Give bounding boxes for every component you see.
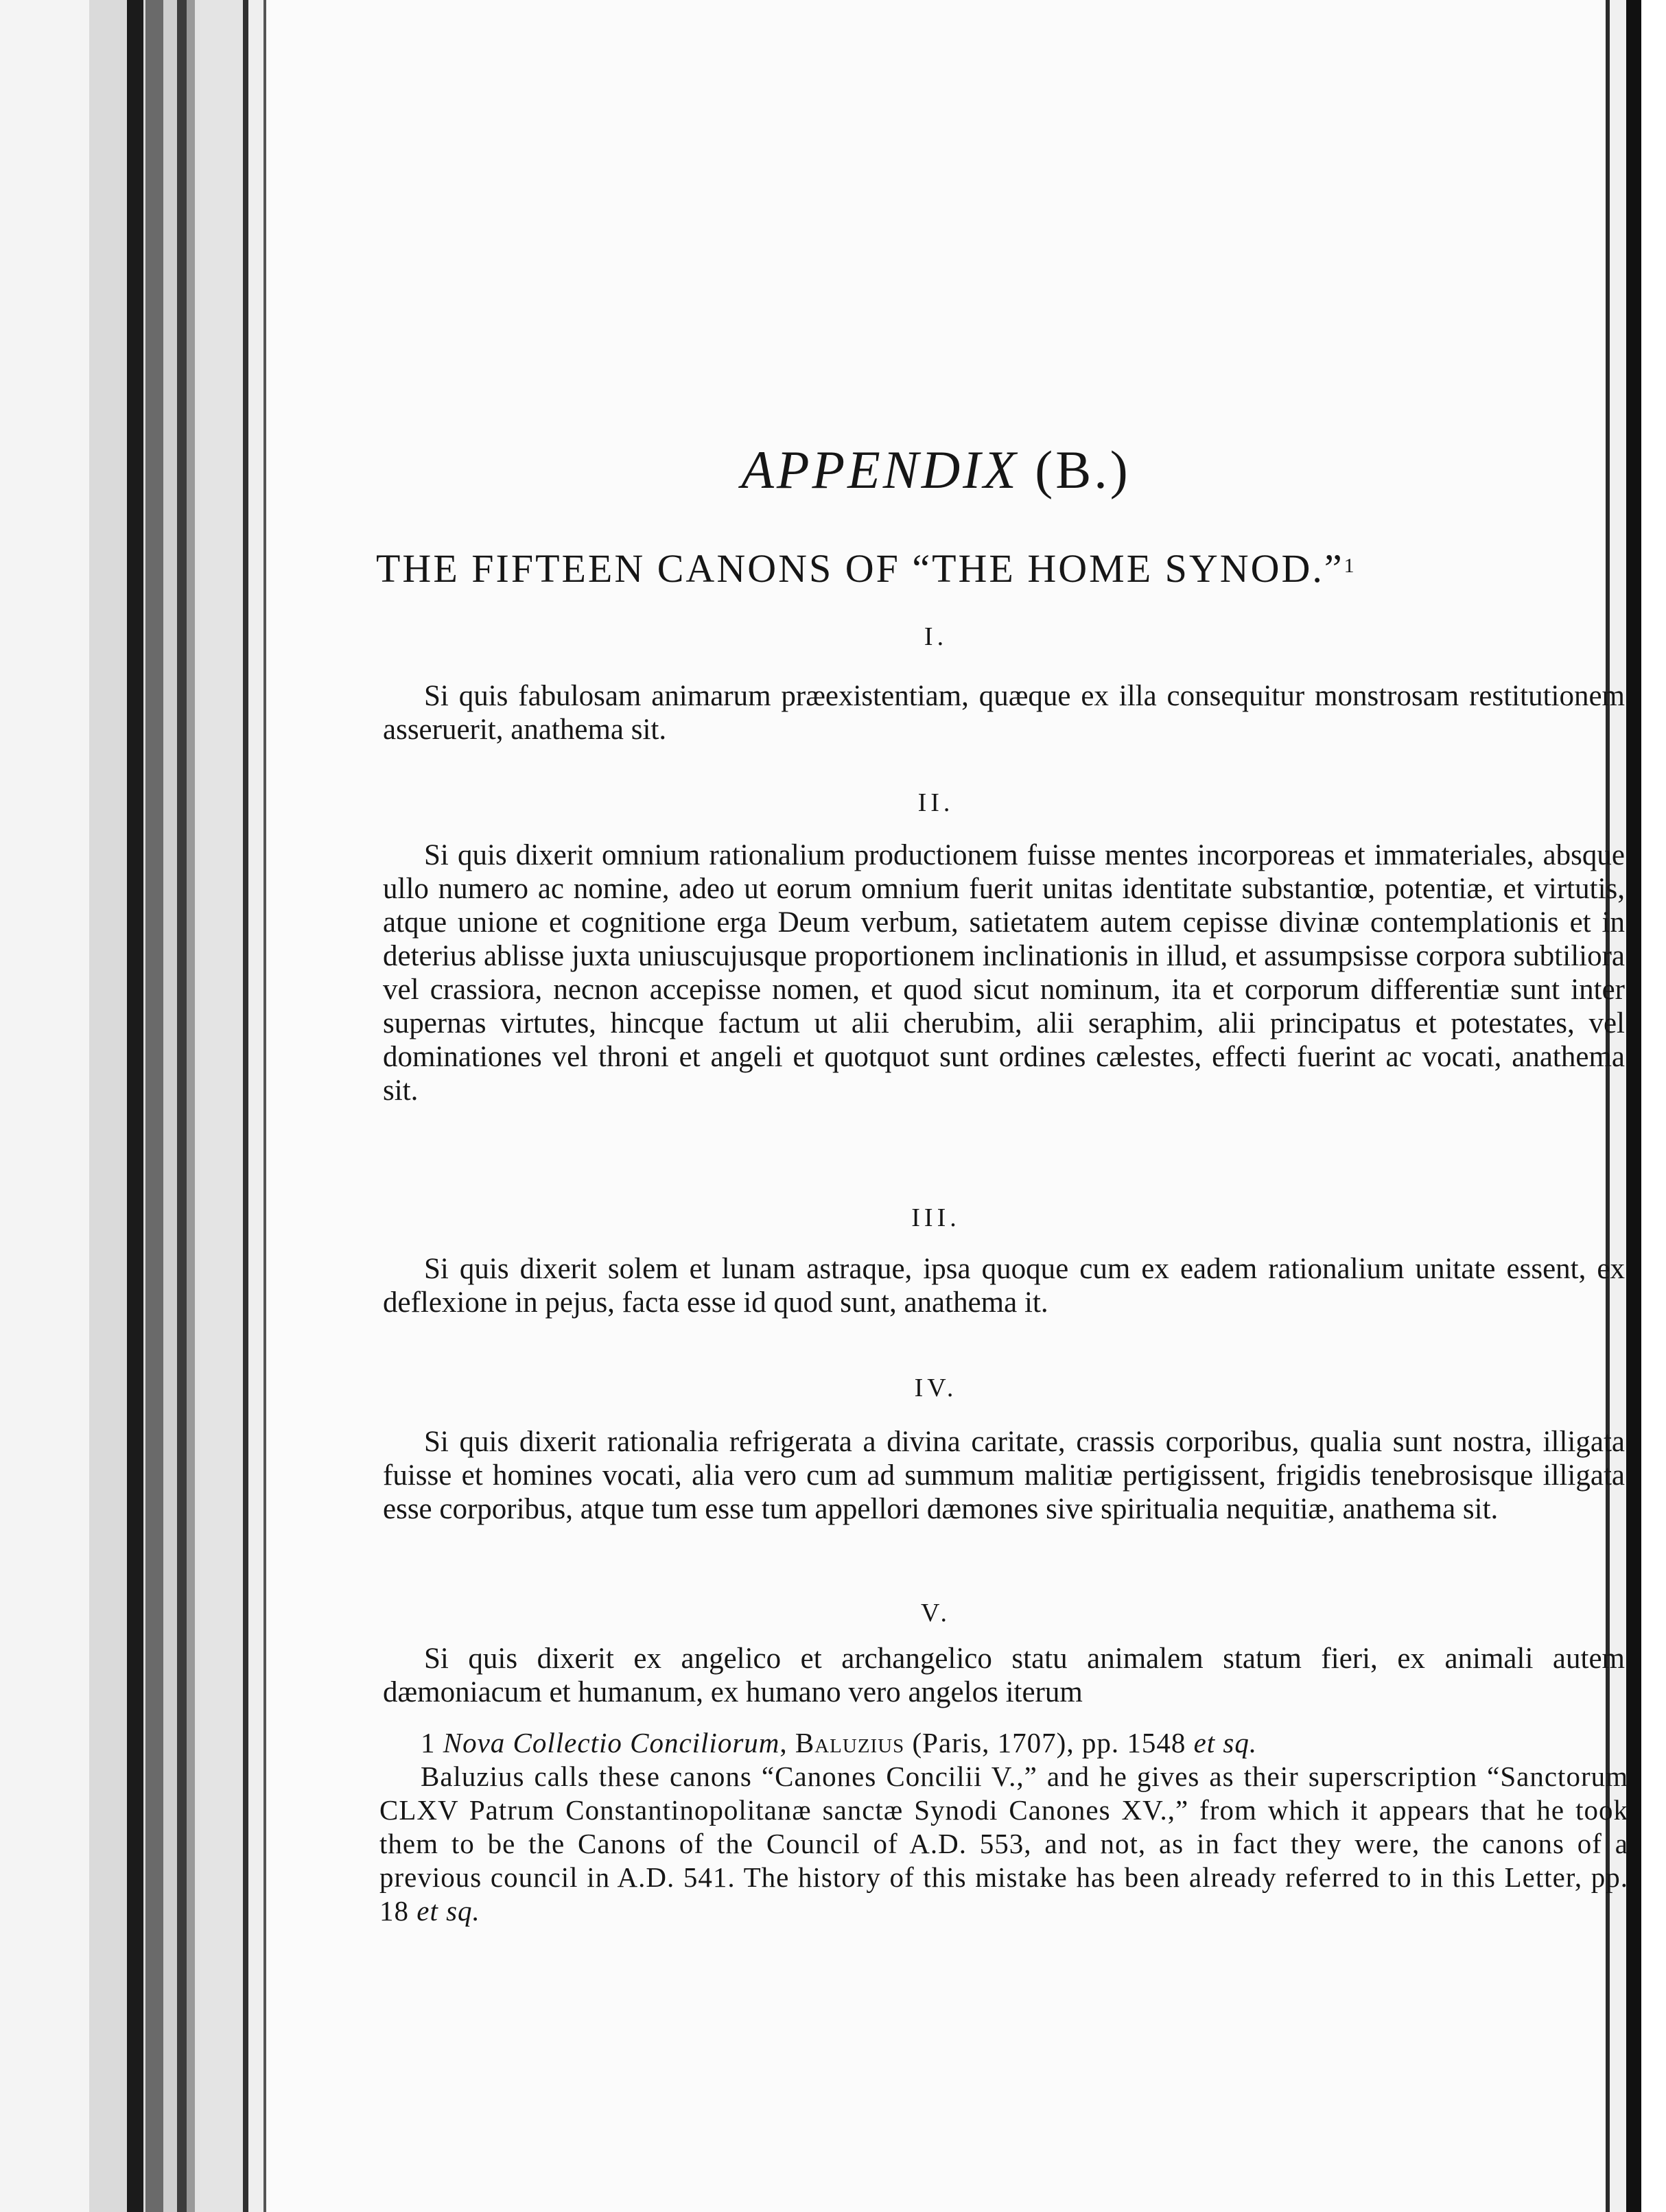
page-edge: [195, 0, 243, 2212]
page-edge: [0, 0, 89, 2212]
page-edge: [248, 0, 263, 2212]
footnote-note-text: Baluzius calls these canons “Canones Concilii V.,” and he gives as their superscription “Sanctorum CLXV Patrum Constantinopolitanæ sanctæ Synodi Canones XV.,” from which it appears that he took them to be the Canons of the Council of A.D. 553, and not, as in fact they were, the canons of a previous council in A.D. 541. The history of this mistake has been already referred to in this Letter, pp. 18: [379, 1761, 1628, 1927]
footnote-citation: 1 Nova Collectio Conciliorum, Baluzius (Paris, 1707), pp. 1548 et sq.: [421, 1727, 1258, 1758]
footnote-et-sq: et sq.: [1193, 1727, 1258, 1758]
footnote-author: Baluzius: [795, 1727, 905, 1758]
canon-text: Si quis dixerit ex angelico et archangelico statu animalem statum fieri, ex animali autem dæmoniacum et humanum, ex humano vero angelos iterum: [383, 1643, 1625, 1708]
section-heading-text: THE FIFTEEN CANONS OF “THE HOME SYNOD.”: [376, 546, 1344, 591]
footnote-note-et-sq: et sq.: [416, 1895, 480, 1927]
appendix-title-letter: (B.): [1035, 440, 1131, 499]
footnote-note: [379, 1760, 1628, 1928]
canon-numeral: II.: [917, 788, 954, 817]
canon-numeral: IV.: [914, 1374, 958, 1402]
footnote-publication: (Paris, 1707), pp. 1548: [912, 1727, 1186, 1758]
footnote-marker: 1: [421, 1727, 436, 1758]
footnote-work-title: Nova Collectio Conciliorum: [443, 1727, 780, 1758]
footnotes: [379, 1726, 1628, 1928]
binding-shadow: [177, 0, 187, 2212]
canon-numeral: I.: [924, 622, 948, 651]
page-edge: [163, 0, 177, 2212]
binding-shadow: [127, 0, 143, 2212]
canon-text: Si quis fabulosam animarum præexistentiam, quæque ex illa consequitur monstrosam restitutionem asseruerit, anathema sit.: [383, 680, 1625, 746]
binding-shadow: [1626, 0, 1641, 2212]
appendix-title-main: APPENDIX: [741, 440, 1019, 499]
appendix-title: [266, 439, 1606, 501]
footnote-reference: 1: [1344, 554, 1357, 577]
canon-text: Si quis dixerit solem et lunam astraque, ipsa quoque cum ex eadem rationalium unitate essent, ex deflexione in pejus, facta esse id quod sunt, anathema it.: [383, 1253, 1625, 1319]
page-edge: [187, 0, 195, 2212]
section-heading: [376, 542, 1611, 593]
canon-numeral: III.: [911, 1203, 961, 1232]
page-edge: [1641, 0, 1666, 2212]
page-edge: [145, 0, 163, 2212]
canon-text: Si quis dixerit omnium rationalium productionem fuisse mentes incorporeas et immateriales, absque ullo numero ac nomine, adeo ut eorum omnium fuerit unitas identitate substantiœ, potentiæ, et virtutis, atque unione et cognitione erga Deum verbum, satietatem autem cepisse divinæ contemplationis et in deterius ablisse juxta uniuscujusque proportionem inclinationis in illud, et assumpsisse corpora subtiliora vel crassiora, necnon accepisse nomen, et quod sicut nominum, ita et corporum differentiæ sunt inter supernas virtutes, hincque factum ut alii cherubim, alii seraphim, alii principatus et potestates, vel dominationes vel throni et angeli et quotquot sunt ordines cælestes, effecti fuerint ac vocati, anathema sit.: [383, 839, 1625, 1107]
page-body: [266, 0, 1628, 2212]
binding-shadow: [243, 0, 248, 2212]
canon-text: Si quis dixerit rationalia refrigerata a divina caritate, crassis corporibus, qualia sunt nostra, illigata fuisse et homines vocati, alia vero cum ad summum malitiæ pertigissent, frigidis tenebrosisque illigata esse corporibus, atque tum esse tum appellori dæmones sive spiritualia nequitiæ, anathema sit.: [383, 1426, 1625, 1525]
canon-numeral: V.: [920, 1599, 952, 1627]
